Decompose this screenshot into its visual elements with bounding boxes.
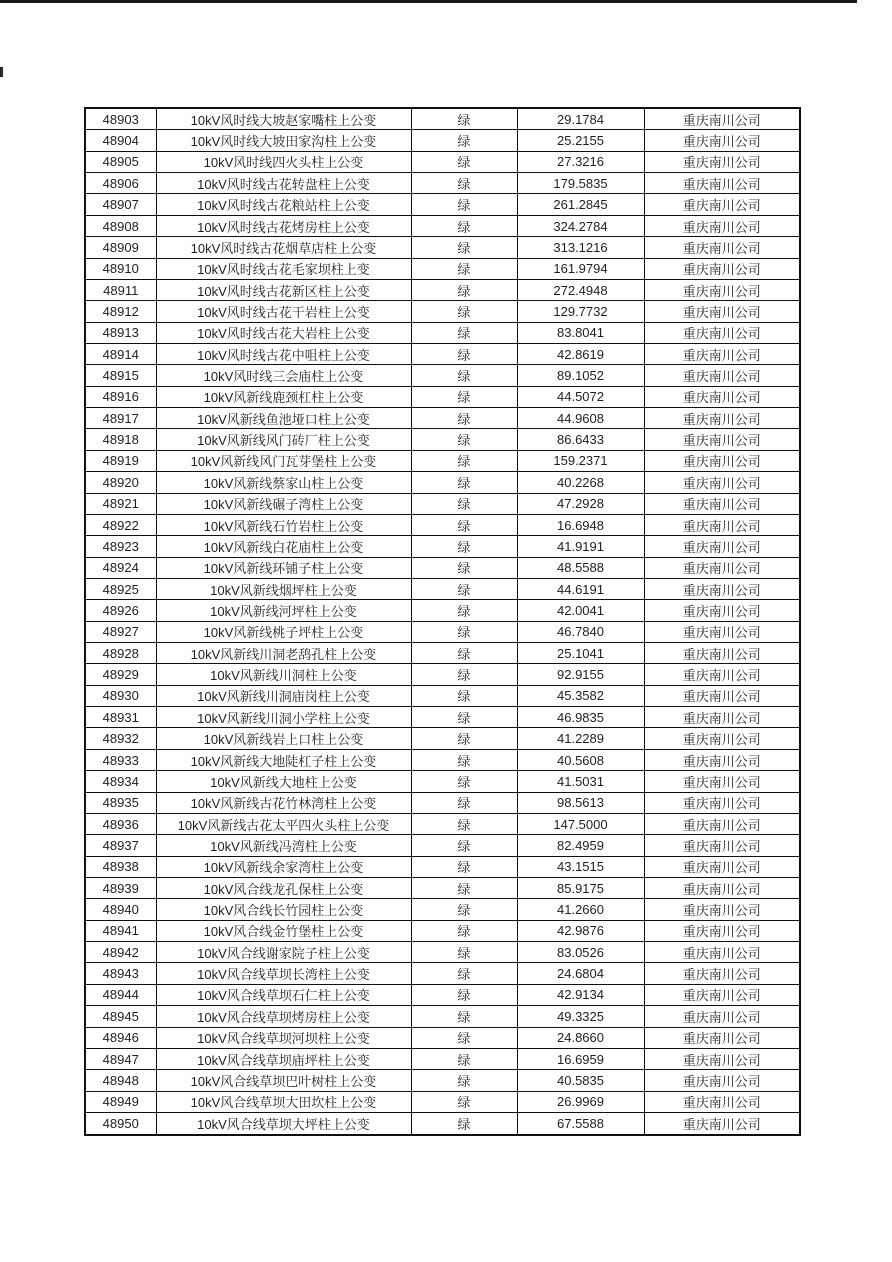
device-name: 10kV风合线草坝巴叶树柱上公变: [156, 1070, 411, 1091]
metric-value: 129.7732: [517, 301, 644, 322]
status-label: 绿: [411, 301, 517, 322]
table-row: [85, 1070, 800, 1091]
metric-value: 89.1052: [517, 365, 644, 386]
table-row: [85, 685, 800, 706]
company-name: 重庆南川公司: [644, 1070, 800, 1091]
company-name: 重庆南川公司: [644, 835, 800, 856]
row-id: 48935: [85, 792, 156, 813]
table-row: [85, 813, 800, 834]
row-id: 48906: [85, 173, 156, 194]
metric-value: 43.1515: [517, 856, 644, 877]
device-name: 10kV风合线谢家院子柱上公变: [156, 942, 411, 963]
device-name: 10kV风时线三会庙柱上公变: [156, 365, 411, 386]
device-name: 10kV风新线大地柱上公变: [156, 771, 411, 792]
status-label: 绿: [411, 963, 517, 984]
company-name: 重庆南川公司: [644, 151, 800, 172]
device-name: 10kV风合线草坝石仁柱上公变: [156, 984, 411, 1005]
metric-value: 25.2155: [517, 130, 644, 151]
company-name: 重庆南川公司: [644, 771, 800, 792]
metric-value: 24.8660: [517, 1027, 644, 1048]
metric-value: 41.9191: [517, 536, 644, 557]
row-id: 48908: [85, 215, 156, 236]
metric-value: 83.0526: [517, 942, 644, 963]
company-name: 重庆南川公司: [644, 301, 800, 322]
table-row: [85, 514, 800, 535]
device-name: 10kV风新线余家湾柱上公变: [156, 856, 411, 877]
table-row: [85, 664, 800, 685]
device-name: 10kV风合线草坝烤房柱上公变: [156, 1006, 411, 1027]
row-id: 48918: [85, 429, 156, 450]
table-row: [85, 1006, 800, 1027]
metric-value: 40.5608: [517, 749, 644, 770]
row-id: 48904: [85, 130, 156, 151]
device-table: [84, 107, 801, 1136]
device-name: 10kV风新线古花太平四火头柱上公变: [156, 813, 411, 834]
row-id: 48917: [85, 408, 156, 429]
status-label: 绿: [411, 856, 517, 877]
status-label: 绿: [411, 1048, 517, 1069]
device-name: 10kV风新线白花庙柱上公变: [156, 536, 411, 557]
status-label: 绿: [411, 130, 517, 151]
metric-value: 313.1216: [517, 237, 644, 258]
metric-value: 98.5613: [517, 792, 644, 813]
metric-value: 40.2268: [517, 472, 644, 493]
table-row: [85, 258, 800, 279]
metric-value: 42.8619: [517, 344, 644, 365]
metric-value: 16.6948: [517, 514, 644, 535]
table-row: [85, 835, 800, 856]
company-name: 重庆南川公司: [644, 899, 800, 920]
table-row: [85, 578, 800, 599]
device-name: 10kV风时线古花烟草店柱上公变: [156, 237, 411, 258]
status-label: 绿: [411, 664, 517, 685]
table-row: [85, 173, 800, 194]
metric-value: 179.5835: [517, 173, 644, 194]
device-name: 10kV风新线川洞庙岗柱上公变: [156, 685, 411, 706]
table-row: [85, 749, 800, 770]
device-name: 10kV风合线草坝庙坪柱上公变: [156, 1048, 411, 1069]
table-row: [85, 771, 800, 792]
table-row: [85, 472, 800, 493]
device-name: 10kV风新线川洞柱上公变: [156, 664, 411, 685]
row-id: 48916: [85, 386, 156, 407]
metric-value: 41.5031: [517, 771, 644, 792]
metric-value: 25.1041: [517, 643, 644, 664]
row-id: 48923: [85, 536, 156, 557]
company-name: 重庆南川公司: [644, 685, 800, 706]
company-name: 重庆南川公司: [644, 942, 800, 963]
table-row: [85, 1027, 800, 1048]
company-name: 重庆南川公司: [644, 258, 800, 279]
device-name: 10kV风新线鹿颈杠柱上公变: [156, 386, 411, 407]
metric-value: 44.9608: [517, 408, 644, 429]
device-name: 10kV风时线古花毛家坝柱上变: [156, 258, 411, 279]
company-name: 重庆南川公司: [644, 173, 800, 194]
device-name: 10kV风新线鱼池垭口柱上公变: [156, 408, 411, 429]
table-row: [85, 856, 800, 877]
device-name: 10kV风合线草坝长湾柱上公变: [156, 963, 411, 984]
table-row: [85, 108, 800, 130]
company-name: 重庆南川公司: [644, 514, 800, 535]
table-row: [85, 408, 800, 429]
company-name: 重庆南川公司: [644, 984, 800, 1005]
status-label: 绿: [411, 685, 517, 706]
device-name: 10kV风时线古花粮站柱上公变: [156, 194, 411, 215]
device-name: 10kV风新线蔡家山柱上公变: [156, 472, 411, 493]
metric-value: 45.3582: [517, 685, 644, 706]
row-id: 48934: [85, 771, 156, 792]
company-name: 重庆南川公司: [644, 322, 800, 343]
company-name: 重庆南川公司: [644, 408, 800, 429]
device-name: 10kV风新线风门砖厂柱上公变: [156, 429, 411, 450]
row-id: 48927: [85, 621, 156, 642]
metric-value: 82.4959: [517, 835, 644, 856]
row-id: 48920: [85, 472, 156, 493]
metric-value: 46.9835: [517, 707, 644, 728]
company-name: 重庆南川公司: [644, 215, 800, 236]
metric-value: 161.9794: [517, 258, 644, 279]
metric-value: 47.2928: [517, 493, 644, 514]
metric-value: 42.0041: [517, 600, 644, 621]
company-name: 重庆南川公司: [644, 643, 800, 664]
device-name: 10kV风合线龙孔保柱上公变: [156, 877, 411, 898]
status-label: 绿: [411, 173, 517, 194]
status-label: 绿: [411, 194, 517, 215]
company-name: 重庆南川公司: [644, 877, 800, 898]
table-row: [85, 942, 800, 963]
company-name: 重庆南川公司: [644, 536, 800, 557]
metric-value: 46.7840: [517, 621, 644, 642]
row-id: 48907: [85, 194, 156, 215]
device-name: 10kV风新线河坪柱上公变: [156, 600, 411, 621]
table-row: [85, 920, 800, 941]
device-name: 10kV风时线古花烤房柱上公变: [156, 215, 411, 236]
company-name: 重庆南川公司: [644, 130, 800, 151]
company-name: 重庆南川公司: [644, 707, 800, 728]
device-name: 10kV风时线大坡赵家嘴柱上公变: [156, 108, 411, 130]
table-row: [85, 1112, 800, 1135]
metric-value: 92.9155: [517, 664, 644, 685]
status-label: 绿: [411, 942, 517, 963]
device-name: 10kV风时线古花干岩柱上公变: [156, 301, 411, 322]
row-id: 48914: [85, 344, 156, 365]
status-label: 绿: [411, 108, 517, 130]
metric-value: 29.1784: [517, 108, 644, 130]
status-label: 绿: [411, 322, 517, 343]
status-label: 绿: [411, 344, 517, 365]
metric-value: 42.9876: [517, 920, 644, 941]
row-id: 48926: [85, 600, 156, 621]
table-row: [85, 344, 800, 365]
device-table-container: [84, 107, 799, 1136]
device-name: 10kV风时线古花新区柱上公变: [156, 279, 411, 300]
device-name: 10kV风新线石竹岩柱上公变: [156, 514, 411, 535]
device-name: 10kV风新线大地陡杠子柱上公变: [156, 749, 411, 770]
row-id: 48922: [85, 514, 156, 535]
status-label: 绿: [411, 792, 517, 813]
status-label: 绿: [411, 600, 517, 621]
table-row: [85, 984, 800, 1005]
row-id: 48939: [85, 877, 156, 898]
scan-artifact-left-edge: [0, 67, 3, 77]
device-name: 10kV风合线草坝大坪柱上公变: [156, 1112, 411, 1135]
company-name: 重庆南川公司: [644, 237, 800, 258]
status-label: 绿: [411, 237, 517, 258]
metric-value: 67.5588: [517, 1112, 644, 1135]
metric-value: 261.2845: [517, 194, 644, 215]
table-row: [85, 151, 800, 172]
status-label: 绿: [411, 493, 517, 514]
table-row: [85, 621, 800, 642]
table-row: [85, 963, 800, 984]
status-label: 绿: [411, 621, 517, 642]
table-row: [85, 450, 800, 471]
company-name: 重庆南川公司: [644, 578, 800, 599]
company-name: 重庆南川公司: [644, 664, 800, 685]
row-id: 48905: [85, 151, 156, 172]
status-label: 绿: [411, 386, 517, 407]
status-label: 绿: [411, 408, 517, 429]
device-name: 10kV风新线古花竹林湾柱上公变: [156, 792, 411, 813]
row-id: 48945: [85, 1006, 156, 1027]
device-table-body: [85, 108, 800, 1135]
metric-value: 27.3216: [517, 151, 644, 172]
device-name: 10kV风新线风门瓦芽堡柱上公变: [156, 450, 411, 471]
table-row: [85, 237, 800, 258]
row-id: 48931: [85, 707, 156, 728]
company-name: 重庆南川公司: [644, 429, 800, 450]
row-id: 48941: [85, 920, 156, 941]
metric-value: 40.5835: [517, 1070, 644, 1091]
company-name: 重庆南川公司: [644, 920, 800, 941]
table-row: [85, 728, 800, 749]
table-row: [85, 707, 800, 728]
table-row: [85, 386, 800, 407]
company-name: 重庆南川公司: [644, 749, 800, 770]
company-name: 重庆南川公司: [644, 1112, 800, 1135]
row-id: 48910: [85, 258, 156, 279]
device-name: 10kV风新线冯湾柱上公变: [156, 835, 411, 856]
row-id: 48919: [85, 450, 156, 471]
metric-value: 44.6191: [517, 578, 644, 599]
status-label: 绿: [411, 899, 517, 920]
status-label: 绿: [411, 279, 517, 300]
company-name: 重庆南川公司: [644, 728, 800, 749]
status-label: 绿: [411, 728, 517, 749]
row-id: 48937: [85, 835, 156, 856]
company-name: 重庆南川公司: [644, 1006, 800, 1027]
row-id: 48913: [85, 322, 156, 343]
row-id: 48903: [85, 108, 156, 130]
device-name: 10kV风时线古花大岩柱上公变: [156, 322, 411, 343]
status-label: 绿: [411, 771, 517, 792]
row-id: 48940: [85, 899, 156, 920]
device-name: 10kV风新线川洞小学柱上公变: [156, 707, 411, 728]
company-name: 重庆南川公司: [644, 108, 800, 130]
company-name: 重庆南川公司: [644, 813, 800, 834]
status-label: 绿: [411, 877, 517, 898]
status-label: 绿: [411, 429, 517, 450]
metric-value: 159.2371: [517, 450, 644, 471]
metric-value: 41.2660: [517, 899, 644, 920]
device-name: 10kV风新线桃子坪柱上公变: [156, 621, 411, 642]
status-label: 绿: [411, 365, 517, 386]
company-name: 重庆南川公司: [644, 450, 800, 471]
status-label: 绿: [411, 450, 517, 471]
metric-value: 147.5000: [517, 813, 644, 834]
table-row: [85, 536, 800, 557]
status-label: 绿: [411, 514, 517, 535]
status-label: 绿: [411, 1006, 517, 1027]
status-label: 绿: [411, 1027, 517, 1048]
status-label: 绿: [411, 1070, 517, 1091]
metric-value: 24.6804: [517, 963, 644, 984]
status-label: 绿: [411, 984, 517, 1005]
row-id: 48924: [85, 557, 156, 578]
row-id: 48911: [85, 279, 156, 300]
table-row: [85, 1048, 800, 1069]
company-name: 重庆南川公司: [644, 856, 800, 877]
row-id: 48936: [85, 813, 156, 834]
metric-value: 44.5072: [517, 386, 644, 407]
device-name: 10kV风新线环铺子柱上公变: [156, 557, 411, 578]
device-name: 10kV风合线草坝大田坎柱上公变: [156, 1091, 411, 1112]
row-id: 48943: [85, 963, 156, 984]
table-row: [85, 429, 800, 450]
device-name: 10kV风新线烟坪柱上公变: [156, 578, 411, 599]
company-name: 重庆南川公司: [644, 365, 800, 386]
company-name: 重庆南川公司: [644, 1027, 800, 1048]
device-name: 10kV风新线碾子湾柱上公变: [156, 493, 411, 514]
status-label: 绿: [411, 578, 517, 599]
row-id: 48925: [85, 578, 156, 599]
table-row: [85, 365, 800, 386]
metric-value: 16.6959: [517, 1048, 644, 1069]
metric-value: 42.9134: [517, 984, 644, 1005]
table-row: [85, 792, 800, 813]
status-label: 绿: [411, 557, 517, 578]
table-row: [85, 1091, 800, 1112]
status-label: 绿: [411, 258, 517, 279]
company-name: 重庆南川公司: [644, 1048, 800, 1069]
metric-value: 86.6433: [517, 429, 644, 450]
table-row: [85, 493, 800, 514]
table-row: [85, 301, 800, 322]
row-id: 48932: [85, 728, 156, 749]
company-name: 重庆南川公司: [644, 792, 800, 813]
table-row: [85, 600, 800, 621]
row-id: 48921: [85, 493, 156, 514]
company-name: 重庆南川公司: [644, 963, 800, 984]
device-name: 10kV风时线四火头柱上公变: [156, 151, 411, 172]
device-name: 10kV风时线大坡田家沟柱上公变: [156, 130, 411, 151]
company-name: 重庆南川公司: [644, 472, 800, 493]
row-id: 48946: [85, 1027, 156, 1048]
status-label: 绿: [411, 707, 517, 728]
status-label: 绿: [411, 472, 517, 493]
metric-value: 83.8041: [517, 322, 644, 343]
metric-value: 49.3325: [517, 1006, 644, 1027]
status-label: 绿: [411, 536, 517, 557]
row-id: 48930: [85, 685, 156, 706]
row-id: 48942: [85, 942, 156, 963]
company-name: 重庆南川公司: [644, 557, 800, 578]
row-id: 48949: [85, 1091, 156, 1112]
company-name: 重庆南川公司: [644, 600, 800, 621]
metric-value: 48.5588: [517, 557, 644, 578]
company-name: 重庆南川公司: [644, 1091, 800, 1112]
status-label: 绿: [411, 643, 517, 664]
metric-value: 324.2784: [517, 215, 644, 236]
table-row: [85, 877, 800, 898]
table-row: [85, 130, 800, 151]
company-name: 重庆南川公司: [644, 344, 800, 365]
table-row: [85, 557, 800, 578]
status-label: 绿: [411, 835, 517, 856]
device-name: 10kV风合线长竹园柱上公变: [156, 899, 411, 920]
company-name: 重庆南川公司: [644, 386, 800, 407]
company-name: 重庆南川公司: [644, 621, 800, 642]
table-row: [85, 643, 800, 664]
table-row: [85, 194, 800, 215]
status-label: 绿: [411, 813, 517, 834]
row-id: 48929: [85, 664, 156, 685]
table-row: [85, 279, 800, 300]
scan-artifact-top-edge: [0, 0, 857, 3]
row-id: 48912: [85, 301, 156, 322]
device-name: 10kV风时线古花转盘柱上公变: [156, 173, 411, 194]
table-row: [85, 322, 800, 343]
company-name: 重庆南川公司: [644, 279, 800, 300]
status-label: 绿: [411, 151, 517, 172]
row-id: 48947: [85, 1048, 156, 1069]
device-name: 10kV风新线岩上口柱上公变: [156, 728, 411, 749]
row-id: 48933: [85, 749, 156, 770]
status-label: 绿: [411, 749, 517, 770]
status-label: 绿: [411, 1091, 517, 1112]
status-label: 绿: [411, 215, 517, 236]
row-id: 48909: [85, 237, 156, 258]
row-id: 48928: [85, 643, 156, 664]
metric-value: 41.2289: [517, 728, 644, 749]
row-id: 48944: [85, 984, 156, 1005]
device-name: 10kV风时线古花中咀柱上公变: [156, 344, 411, 365]
table-row: [85, 899, 800, 920]
status-label: 绿: [411, 920, 517, 941]
device-name: 10kV风合线草坝河坝柱上公变: [156, 1027, 411, 1048]
status-label: 绿: [411, 1112, 517, 1135]
row-id: 48915: [85, 365, 156, 386]
row-id: 48938: [85, 856, 156, 877]
table-row: [85, 215, 800, 236]
device-name: 10kV风合线金竹堡柱上公变: [156, 920, 411, 941]
metric-value: 85.9175: [517, 877, 644, 898]
metric-value: 272.4948: [517, 279, 644, 300]
row-id: 48950: [85, 1112, 156, 1135]
device-name: 10kV风新线川洞老鸹孔柱上公变: [156, 643, 411, 664]
metric-value: 26.9969: [517, 1091, 644, 1112]
company-name: 重庆南川公司: [644, 493, 800, 514]
row-id: 48948: [85, 1070, 156, 1091]
company-name: 重庆南川公司: [644, 194, 800, 215]
